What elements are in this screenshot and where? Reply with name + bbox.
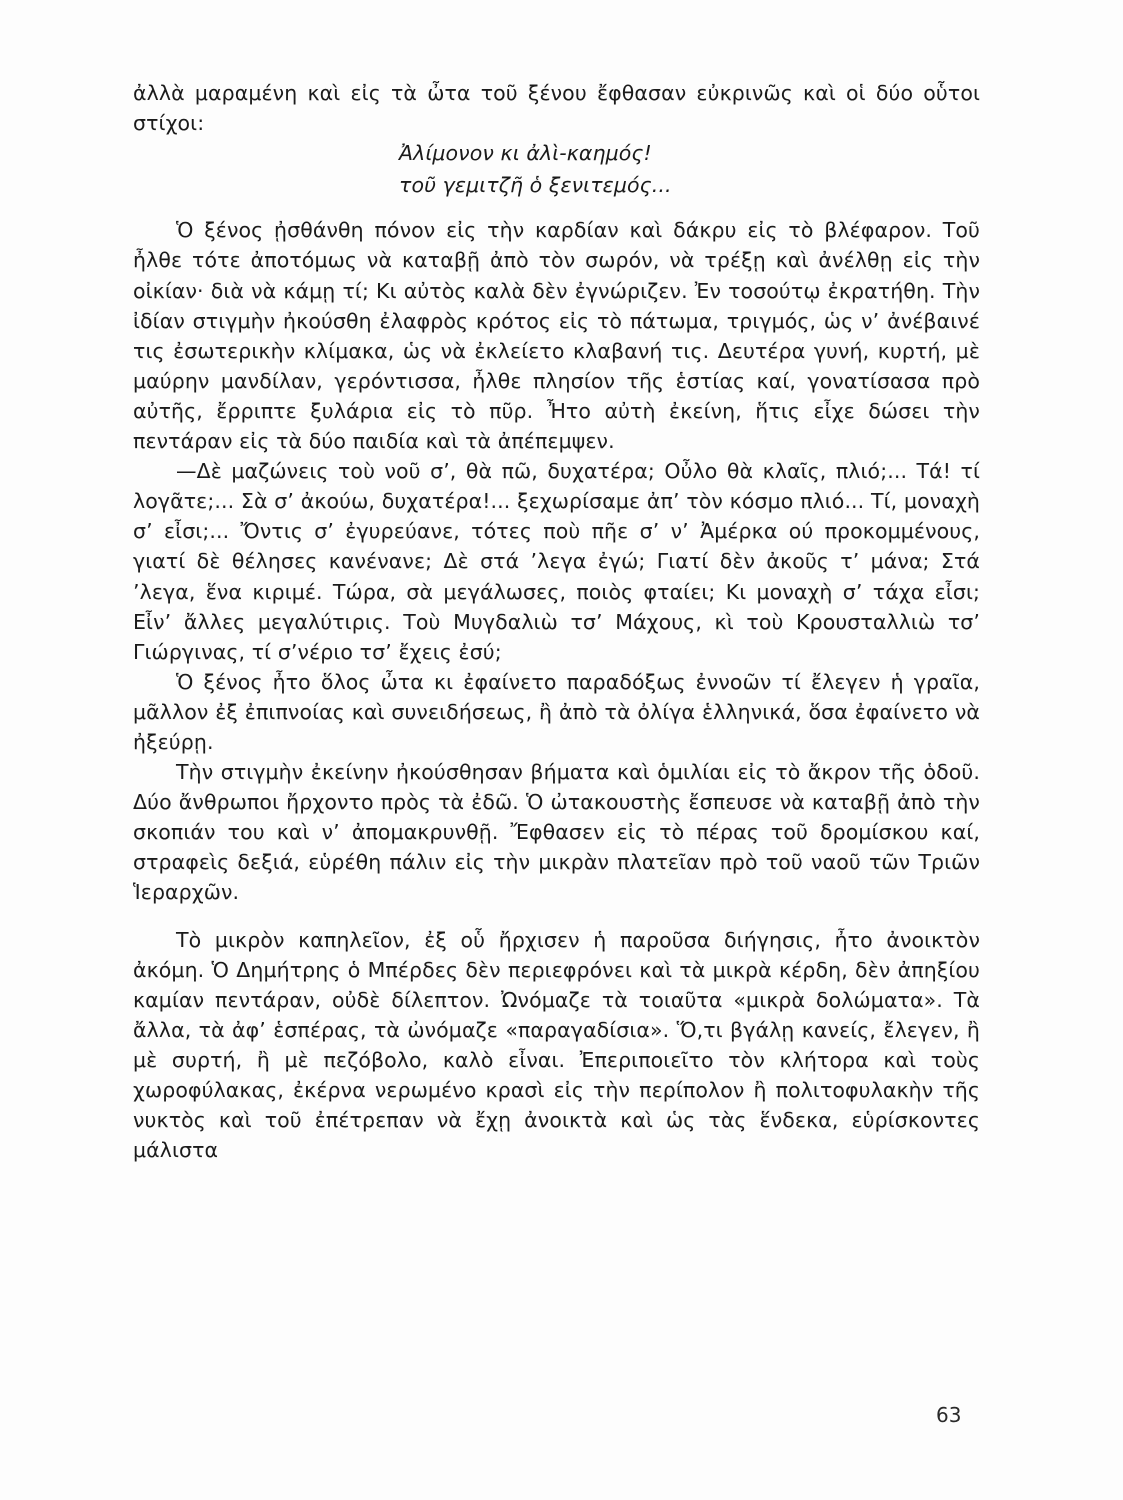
paragraph-tavern: Τὸ μικρὸν καπηλεῖον, ἐξ οὗ ἤρχισεν ἡ παροῦσα διήγησις, ἦτο ἀνοικτὸν ἀκόμη. Ὁ Δημήτρης ὁ Μπέρδες δὲν περιεφρόνει καὶ τὰ μικρὰ κέρδη, δὲν ἀπηξίου καμίαν πεντάραν, οὐδὲ δίλεπτον. Ὠνόμαζε τὰ τοιαῦτα «μικρὰ δολώματα». Τὰ ἄλλα, τὰ ἀφ’ ἑσπέρας, τὰ ὠνόμαζε «παραγαδίσια». Ὅ,τι βγάλῃ κανείς, ἔλεγεν, ἢ μὲ συρτή, ἢ μὲ πεζόβολο, καλὸ εἶναι. Ἐπεριποιεῖτο τὸν κλήτορα καὶ τοὺς χωροφύλακας, ἐκέρνα νερωμένο κρασὶ εἰς τὴν περίπολον ἢ πολιτοφυλακὴν τῆς νυκτὸς καὶ τοῦ ἐπέτρεπαν νὰ ἔχῃ ἀνοικτὰ καὶ ὡς τὰς ἕνδεκα, εὑρίσκοντες μάλιστα xyxy=(133,927,980,1163)
paragraph-continuation: ἀλλὰ μαραμένη καὶ εἰς τὰ ὦτα τοῦ ξένου ἔφθασαν εὐκρινῶς καὶ οἱ δύο οὗτοι στίχοι: xyxy=(133,81,980,136)
paragraph-footsteps: Τὴν στιγμὴν ἐκείνην ἠκούσθησαν βήματα καὶ ὁμιλίαι εἰς τὸ ἄκρον τῆς ὁδοῦ. Δύο ἄνθρωποι ἤρχοντο πρὸς τὰ ἐδῶ. Ὁ ὠτακουστὴς ἔσπευσε νὰ καταβῇ ἀπὸ τὴν σκοπιάν του καὶ ν’ ἀπομακρυνθῇ. Ἔφθασεν εἰς τὸ πέρας τοῦ δρομίσκου καί, στραφεὶς δεξιά, εὑρέθη πάλιν εἰς τὴν μικρὰν πλατεῖαν πρὸ τοῦ ναοῦ τῶν Τριῶν Ἱεραρχῶν. xyxy=(133,760,980,905)
paragraph-stranger-feels: Ὁ ξένος ᾐσθάνθη πόνον εἰς τὴν καρδίαν καὶ δάκρυ εἰς τὸ βλέφαρον. Τοῦ ἦλθε τότε ἀποτόμως νὰ καταβῇ ἀπὸ τὸν σωρόν, νὰ τρέξῃ καὶ ἀνέλθῃ εἰς τὴν οἰκίαν· διὰ νὰ κάμῃ τί; Κι αὐτὸς καλὰ δὲν ἐγνώριζεν. Ἐν τοσούτῳ ἐκρατήθη. Τὴν ἰδίαν στιγμὴν ἠκούσθη ἐλαφρὸς κρότος εἰς τὸ πάτωμα, τριγμός, ὡς ν’ ἀνέβαινέ τις ἐσωτερικὴν κλίμακα, ὡς νὰ ἐκλείετο κλαβανή τις. Δευτέρα γυνή, κυρτή, μὲ μαύρην μανδίλαν, γερόντισσα, ἦλθε πλησίον τῆς ἑστίας καί, γονατίσασα πρὸ αὐτῆς, ἔρριπτε ξυλάρια εἰς τὸ πῦρ. Ἦτο αὐτὴ ἐκείνη, ἥτις εἶχε δώσει τὴν πεντάραν εἰς τὰ δύο παιδία καὶ τὰ ἀπέπεμψεν. xyxy=(133,218,980,454)
verse-line-2: τοῦ γεμιτζῆ ὁ ξενιτεμός... xyxy=(399,173,672,198)
page-number: 63 xyxy=(936,1403,962,1427)
body-text xyxy=(133,78,980,1165)
verse-line-1: Ἀλίμονον κι ἀλὶ-καημός! xyxy=(399,141,652,166)
paragraph-dialogue: —Δὲ μαζώνεις τοὺ νοῦ σ’, θὰ πῶ, δυχατέρα; Οὖλο θὰ κλαῖς, πλιό;... Τά! τί λογᾶτε;... Σὰ σ’ ἀκούω, δυχατέρα!... ξεχωρίσαμε ἀπ’ τὸν κόσμο πλιό... Τί, μοναχὴ σ’ εἶσι;... Ὄντις σ’ ἐγυρεύανε, τότες ποὺ πῆε σ’ ν’ Ἀμέρκα ού προκομμένους, γιατί δὲ θέλησες κανένανε; Δὲ στά ’λεγα ἐγώ; Γιατί δὲν ἀκοῦς τ’ μάνα; Στά ’λεγα, ἕνα κιριμέ. Τώρα, σὰ μεγάλωσες, ποιὸς φταίει; Κι μοναχὴ σ’ τάχα εἶσι; Εἶν’ ἄλλες μεγαλύτιρις. Τοὺ Μυγδαλιὼ τσ’ Μάχους, κὶ τοὺ Κρουσταλλιὼ τσ’ Γιώργινας, τί σ’νέριο τσ’ ἔχεις ἐσύ; xyxy=(133,459,980,664)
paragraph-stranger-listens: Ὁ ξένος ἦτο ὅλος ὦτα κι ἐφαίνετο παραδόξως ἐννοῶν τί ἔλεγεν ἡ γραῖα, μᾶλλον ἐξ ἐπιπνοίας καὶ συνειδήσεως, ἢ ἀπὸ τὰ ὀλίγα ἑλληνικά, ὅσα ἐφαίνετο νὰ ἠξεύρῃ. xyxy=(133,669,980,754)
